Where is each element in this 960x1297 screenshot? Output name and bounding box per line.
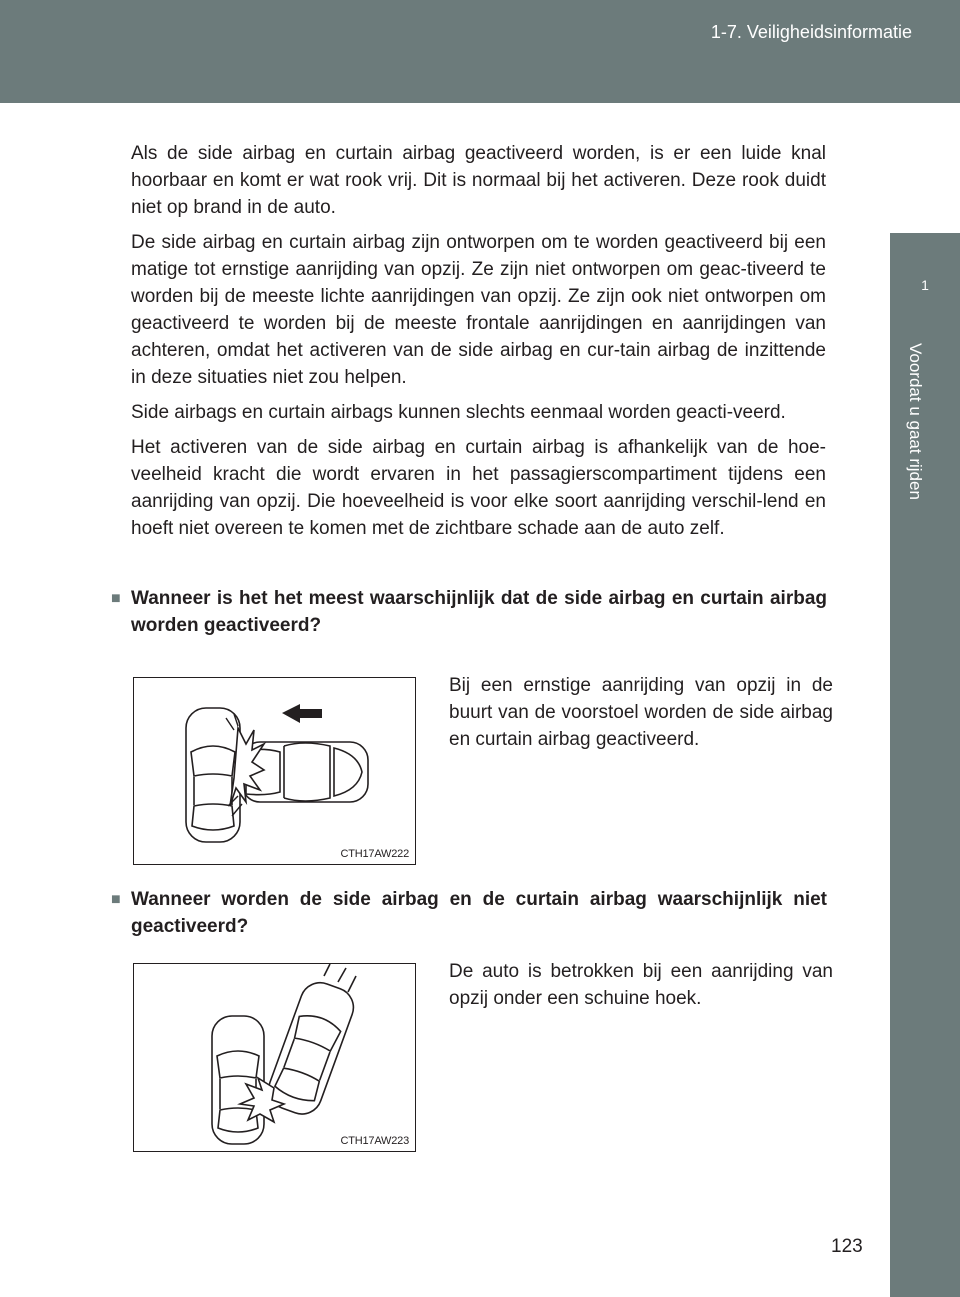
- section-heading: [111, 886, 827, 940]
- sidebar-tab-spacer: [890, 103, 960, 233]
- section-heading-text: Wanneer worden de side airbag en de curtain airbag waarschijnlijk niet geactiveerd?: [131, 889, 827, 937]
- paragraph: Side airbags en curtain airbags kunnen slechts eenmaal worden geacti-veerd.: [131, 402, 786, 423]
- car-right-body: [263, 977, 359, 1120]
- illustration-oblique-collision: [133, 963, 416, 1152]
- chapter-title: Voordat u gaat rijden: [906, 343, 925, 500]
- square-bullet-icon: ■: [111, 891, 121, 908]
- car-right-windshield: [334, 748, 362, 796]
- section-description: De auto is betrokken bij een aanrijding van opzij onder een schuine hoek.: [449, 961, 833, 1009]
- oblique-collision-drawing: [134, 964, 415, 1151]
- section-heading-text: Wanneer is het het meest waarschijnlijk dat de side airbag en curtain airbag worden geactiveerd?: [131, 588, 827, 636]
- figure-code: CTH17AW223: [340, 1135, 409, 1147]
- arrow-left-icon: [282, 704, 322, 723]
- paragraph: Als de side airbag en curtain airbag geactiveerd worden, is er een luide knal hoorbaar en komt er wat rook vrij. Dit is normaal bij het activeren. Deze rook duidt niet op brand in de auto.: [131, 143, 826, 218]
- car-left-rear-window: [192, 804, 234, 830]
- impact-burst-icon: [240, 1078, 284, 1122]
- chapter-tab: [890, 233, 960, 333]
- chapter-number: 1: [921, 277, 929, 293]
- paragraph: Het activeren van de side airbag en curtain airbag is afhankelijk van de hoe-veelheid kracht die wordt ervaren in het passagierscompartiment tijdens een aanrijding van opzij. Die hoeveelheid is voor elke soort aanrijding verschil-lend en hoeft niet overeen te komen met de zichtbare schade aan de auto zelf.: [131, 437, 826, 539]
- page-number: 123: [831, 1236, 863, 1257]
- section-heading: [111, 585, 827, 639]
- square-bullet-icon: ■: [111, 590, 121, 607]
- side-collision-drawing: [134, 678, 415, 864]
- car-left-windshield: [191, 746, 235, 776]
- paragraph: De side airbag en curtain airbag zijn ontworpen om te worden geactiveerd bij een matige tot ernstige aanrijding van opzij. Ze zijn niet ontworpen om geac-tiveerd te worden bij de meeste lichte aanrijdingen van opzij. Ze zijn ook niet ontworpen om geactiveerd te worden bij de meeste frontale aanrijdingen en aanrijdingen van achteren, omdat het activeren van de side airbag en cur-tain airbag de inzittende in deze situaties niet zou helpen.: [131, 232, 826, 388]
- body-text: [131, 140, 826, 550]
- illustration-side-collision: [133, 677, 416, 865]
- section-title: 1-7. Veiligheidsinformatie: [710, 22, 912, 42]
- page-header: [0, 0, 960, 103]
- section-description: Bij een ernstige aanrijding van opzij in de buurt van de voorstoel worden de side airbag en curtain airbag geactiveerd.: [449, 675, 833, 750]
- figure-code: CTH17AW222: [340, 848, 409, 860]
